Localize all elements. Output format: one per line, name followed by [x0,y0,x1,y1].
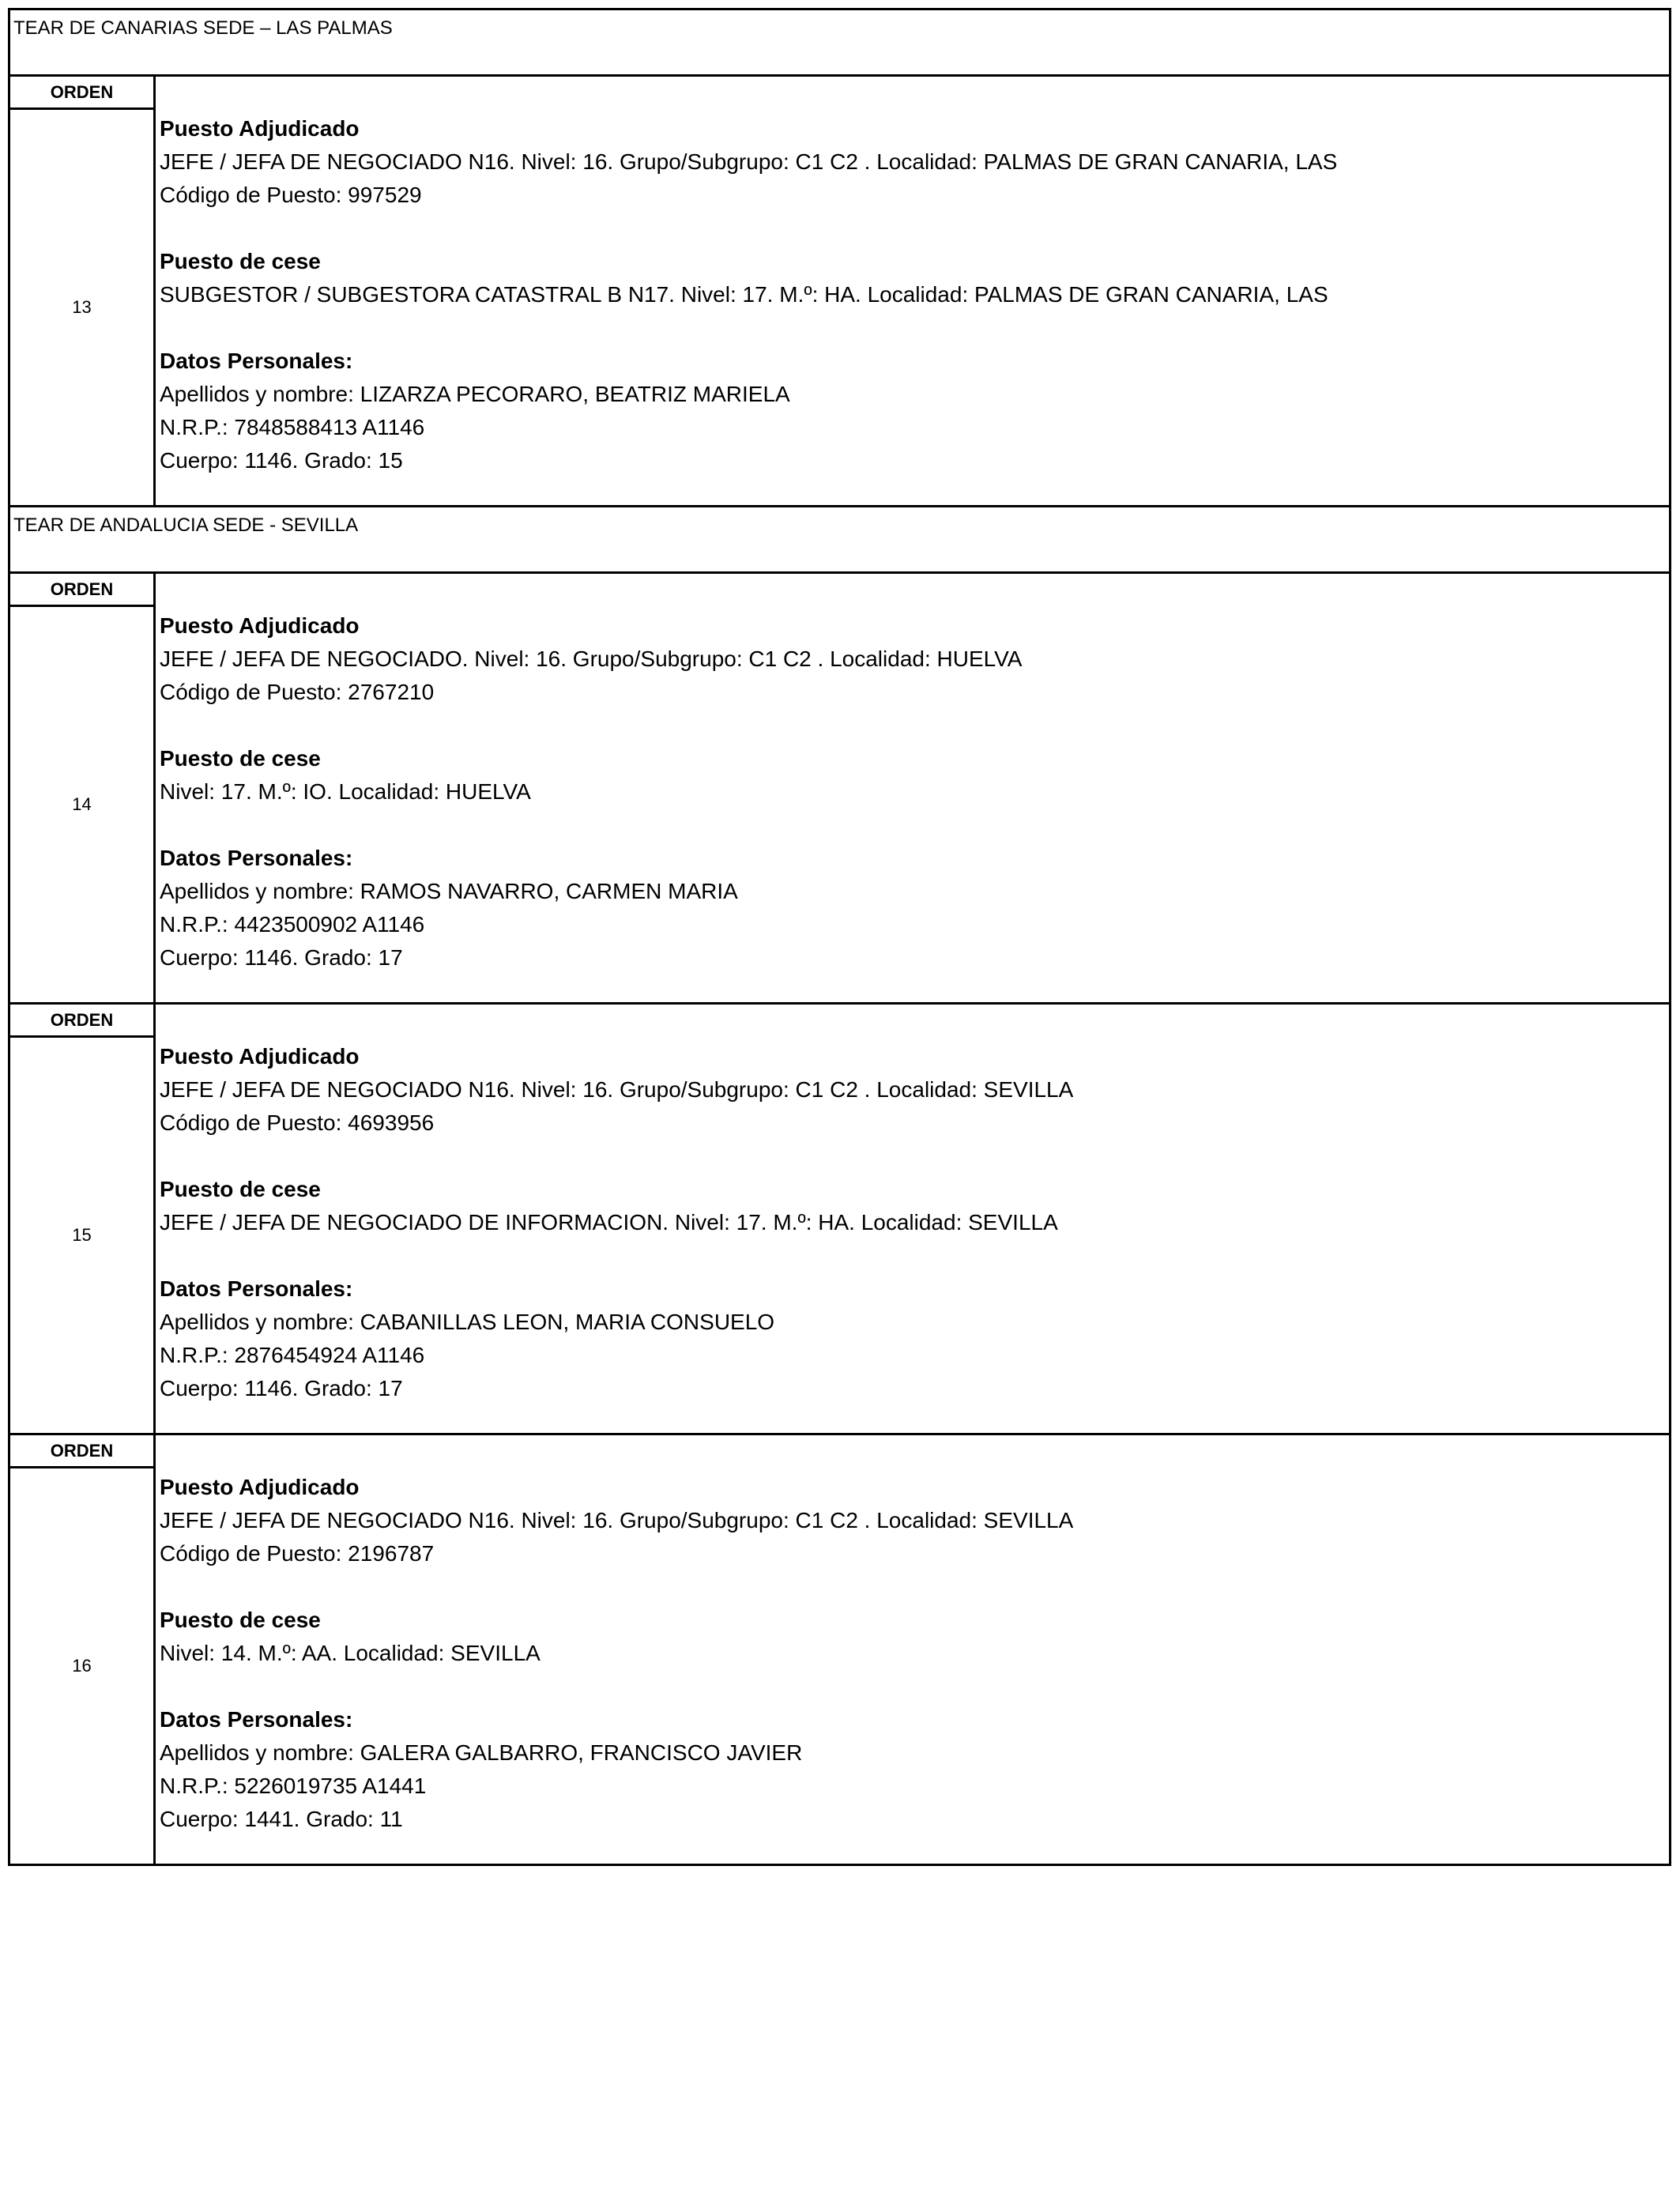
puesto-adjudicado: JEFE / JEFA DE NEGOCIADO N16. Nivel: 16. Grupo/Subgrupo: C1 C2 . Localidad: SEVILLA [160,1508,1074,1532]
nrp: N.R.P.: 2876454924 A1146 [160,1343,425,1367]
codigo-puesto: Código de Puesto: 2196787 [160,1541,435,1566]
orden-number: 16 [72,1656,92,1676]
puesto-adjudicado-title: Puesto Adjudicado [160,116,360,141]
cuerpo-grado: Cuerpo: 1146. Grado: 17 [160,1376,403,1400]
nrp: N.R.P.: 4423500902 A1146 [160,912,425,937]
codigo-puesto: Código de Puesto: 997529 [160,183,422,207]
puesto-adjudicado: JEFE / JEFA DE NEGOCIADO N16. Nivel: 16. Grupo/Subgrupo: C1 C2 . Localidad: PALMAS DE GRAN CANARIA, LAS [160,149,1338,174]
datos-personales-title: Datos Personales: [160,349,353,373]
puesto-cese-title: Puesto de cese [160,1608,321,1632]
orden-label: ORDEN [10,1435,153,1468]
nrp: N.R.P.: 5226019735 A1441 [160,1774,427,1798]
codigo-puesto: Código de Puesto: 2767210 [160,680,435,704]
orden-label: ORDEN [10,77,153,110]
orden-column [10,1435,156,1864]
entry-content [156,1005,1669,1433]
datos-personales-title: Datos Personales: [160,846,353,870]
orden-number: 13 [72,297,92,317]
datos-personales-title: Datos Personales: [160,1276,353,1301]
puesto-cese-title: Puesto de cese [160,249,321,273]
puesto-cese-title: Puesto de cese [160,746,321,771]
entry-row [10,1433,1669,1864]
puesto-adjudicado-title: Puesto Adjudicado [160,1044,360,1069]
apellidos-nombre: Apellidos y nombre: LIZARZA PECORARO, BEATRIZ MARIELA [160,382,790,406]
codigo-puesto: Código de Puesto: 4693956 [160,1110,435,1135]
cuerpo-grado: Cuerpo: 1146. Grado: 17 [160,945,403,970]
datos-personales-title: Datos Personales: [160,1707,353,1732]
entry-row [10,74,1669,505]
puesto-cese: Nivel: 14. M.º: AA. Localidad: SEVILLA [160,1641,541,1665]
section-header: TEAR DE CANARIAS SEDE – LAS PALMAS [10,8,1669,74]
orden-column [10,574,156,1002]
puesto-cese-title: Puesto de cese [160,1177,321,1201]
orden-number: 14 [72,794,92,814]
puesto-adjudicado: JEFE / JEFA DE NEGOCIADO. Nivel: 16. Grupo/Subgrupo: C1 C2 . Localidad: HUELVA [160,647,1023,671]
entry-row [10,571,1669,1002]
puesto-adjudicado-title: Puesto Adjudicado [160,613,360,638]
apellidos-nombre: Apellidos y nombre: RAMOS NAVARRO, CARMEN MARIA [160,879,738,903]
puesto-adjudicado-title: Puesto Adjudicado [160,1475,360,1499]
orden-column [10,1005,156,1433]
nrp: N.R.P.: 7848588413 A1146 [160,415,425,439]
document-table [8,8,1671,1866]
orden-number: 15 [72,1225,92,1245]
cuerpo-grado: Cuerpo: 1146. Grado: 15 [160,448,403,473]
apellidos-nombre: Apellidos y nombre: CABANILLAS LEON, MARIA CONSUELO [160,1310,775,1334]
puesto-cese: Nivel: 17. M.º: IO. Localidad: HUELVA [160,779,531,804]
orden-label: ORDEN [10,1005,153,1038]
entry-content [156,1435,1669,1864]
orden-label: ORDEN [10,574,153,607]
orden-column [10,77,156,505]
entry-content [156,574,1669,1002]
cuerpo-grado: Cuerpo: 1441. Grado: 11 [160,1807,403,1831]
apellidos-nombre: Apellidos y nombre: GALERA GALBARRO, FRANCISCO JAVIER [160,1740,803,1765]
puesto-adjudicado: JEFE / JEFA DE NEGOCIADO N16. Nivel: 16. Grupo/Subgrupo: C1 C2 . Localidad: SEVILLA [160,1077,1074,1102]
puesto-cese: JEFE / JEFA DE NEGOCIADO DE INFORMACION. Nivel: 17. M.º: HA. Localidad: SEVILLA [160,1210,1058,1235]
entry-row [10,1002,1669,1433]
section-header: TEAR DE ANDALUCIA SEDE - SEVILLA [10,505,1669,571]
entry-content [156,77,1669,505]
puesto-cese: SUBGESTOR / SUBGESTORA CATASTRAL B N17. Nivel: 17. M.º: HA. Localidad: PALMAS DE GRAN CANARIA, LAS [160,282,1328,307]
